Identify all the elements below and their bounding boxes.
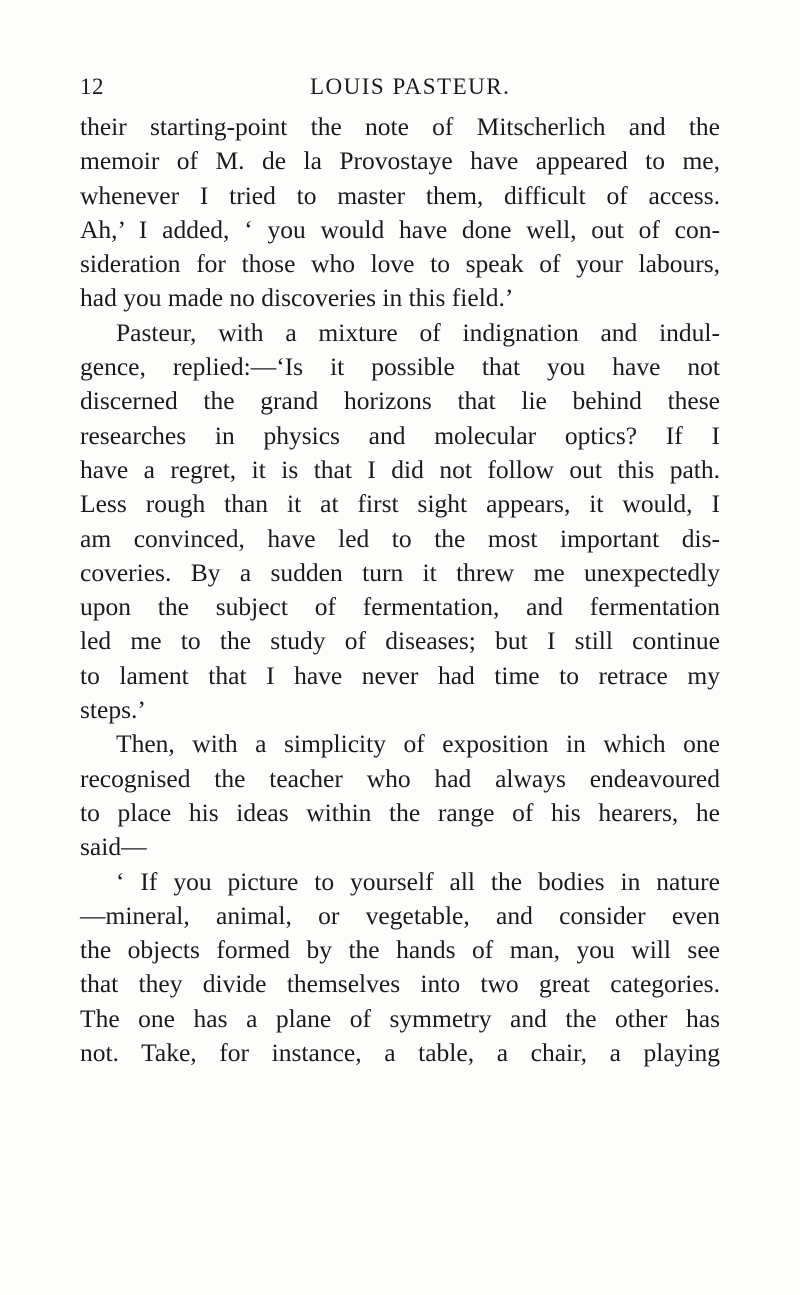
- text-line: Less rough than it at first sight appears, it would, I: [80, 489, 720, 519]
- text-line: have a regret, it is that I did not follow out this path.: [80, 454, 720, 484]
- text-line: The one has a plane of symmetry and the other has: [80, 1003, 720, 1033]
- body-text: [80, 110, 720, 1070]
- text-line: memoir of M. de la Provostaye have appeared to me,: [80, 146, 720, 176]
- text-line: said—: [80, 832, 147, 862]
- text-line: not. Take, for instance, a table, a chair, a playing: [80, 1038, 720, 1068]
- text-line: their starting-point the note of Mitscherlich and the: [80, 112, 720, 141]
- text-line: —mineral, animal, or vegetable, and consider even: [80, 900, 720, 930]
- paragraph-start-line: Then, with a simplicity of exposition in which one: [116, 729, 720, 759]
- text-line: gence, replied:—‘Is it possible that you have not: [80, 352, 720, 382]
- text-line: led me to the study of diseases; but I still continue: [80, 626, 720, 656]
- text-line: the objects formed by the hands of man, you will see: [80, 935, 720, 965]
- text-line: sideration for those who love to speak of your labours,: [80, 249, 720, 279]
- text-line: discerned the grand horizons that lie behind these: [80, 386, 720, 416]
- paragraph-start-line: ‘ If you picture to yourself all the bodies in nature: [116, 866, 720, 896]
- text-line: coveries. By a sudden turn it threw me unexpectedly: [80, 557, 720, 587]
- running-head: [80, 74, 720, 104]
- text-line: researches in physics and molecular optics? If I: [80, 420, 720, 450]
- running-title: LOUIS PASTEUR.: [310, 74, 511, 99]
- text-line: had you made no discoveries in this field.’: [80, 283, 514, 313]
- text-line: steps.’: [80, 695, 146, 725]
- paragraph-start-line: Pasteur, with a mixture of indignation and indul-: [116, 317, 720, 347]
- text-line: to lament that I have never had time to retrace my: [80, 660, 720, 690]
- text-line: that they divide themselves into two great categories.: [80, 969, 720, 999]
- text-line: recognised the teacher who had always endeavoured: [80, 763, 720, 793]
- text-line: to place his ideas within the range of his hearers, he: [80, 797, 720, 827]
- page-number: 12: [80, 74, 104, 99]
- text-line: whenever I tried to master them, difficult of access.: [80, 180, 720, 210]
- text-line: upon the subject of fermentation, and fermentation: [80, 592, 720, 622]
- text-line: am convinced, have led to the most important dis-: [80, 523, 720, 553]
- text-line: Ah,’ I added, ‘ you would have done well, out of con-: [80, 214, 720, 244]
